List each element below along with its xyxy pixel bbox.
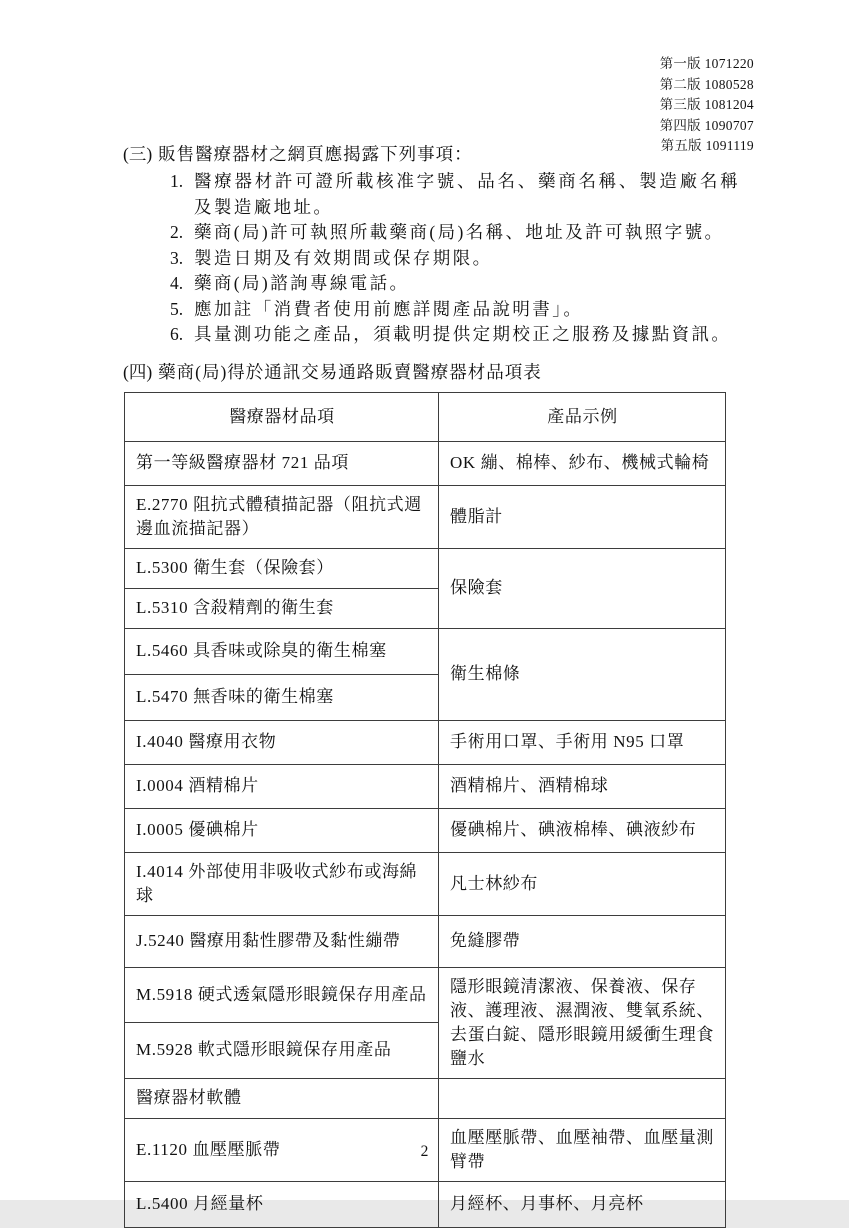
column-header-product-example: 產品示例: [439, 392, 726, 441]
version-line: 第四版 1090707: [659, 117, 754, 133]
device-item-cell: L.5310 含殺精劑的衛生套: [125, 588, 439, 628]
table-row: [125, 720, 726, 764]
product-example-cell: 血壓壓脈帶、血壓袖帶、血壓量測臂帶: [439, 1118, 726, 1181]
device-item-cell: M.5918 硬式透氣隱形眼鏡保存用產品: [125, 967, 439, 1023]
section3-title: 販售醫療器材之網頁應揭露下列事項：: [158, 144, 473, 164]
device-item-cell: L.5460 具香味或除臭的衛生棉塞: [125, 628, 439, 674]
product-example-cell: OK 繃、棉棒、紗布、機械式輪椅: [439, 441, 726, 485]
table-row: [125, 764, 726, 808]
device-item-cell: I.4040 醫療用衣物: [125, 720, 439, 764]
device-item-cell: I.4014 外部使用非吸收式紗布或海綿球: [125, 852, 439, 915]
section4-title: 藥商(局)得於通訊交易通路販賣醫療器材品項表: [158, 361, 542, 382]
device-item-cell: L.5470 無香味的衛生棉塞: [125, 674, 439, 720]
section3-heading: [123, 141, 741, 167]
device-item-cell: 醫療器材軟體: [125, 1078, 439, 1118]
product-example-cell: [439, 1078, 726, 1118]
device-item-cell: 第一等級醫療器材 721 品項: [125, 441, 439, 485]
product-example-cell: 優碘棉片、碘液棉棒、碘液紗布: [439, 808, 726, 852]
product-example-cell: 免縫膠帶: [439, 915, 726, 967]
device-item-cell: I.0005 優碘棉片: [125, 808, 439, 852]
column-header-device-item: 醫療器材品項: [125, 392, 439, 441]
device-item-cell: M.5928 軟式隱形眼鏡保存用產品: [125, 1023, 439, 1079]
device-items-table: [124, 392, 726, 1228]
product-example-cell: 凡士林紗布: [439, 852, 726, 915]
list-item-text: 藥商(局)許可執照所載藥商(局)名稱、地址及許可執照字號。: [194, 222, 725, 242]
list-item-number: 5.: [170, 298, 184, 319]
version-line: 第二版 1080528: [659, 76, 754, 92]
section4-heading: [123, 359, 741, 385]
list-item-number: 3.: [170, 247, 184, 268]
list-item-number: 1.: [170, 171, 184, 191]
version-line: 第一版 1071220: [659, 56, 754, 71]
section3-list: [170, 169, 740, 348]
version-line: 第三版 1081204: [659, 97, 754, 112]
page-number: 2: [420, 1143, 429, 1160]
list-item-number: 6.: [170, 324, 184, 344]
table-row: [125, 485, 726, 548]
product-example-cell: 體脂計: [439, 485, 726, 548]
table-row: [125, 1078, 726, 1118]
table-row: [125, 852, 726, 915]
list-item: [170, 169, 740, 220]
product-example-cell: 保險套: [439, 548, 726, 628]
table-row: [125, 548, 726, 588]
table-row: [125, 1181, 726, 1227]
product-example-cell: 隱形眼鏡清潔液、保養液、保存液、護理液、濕潤液、雙氧系統、去蛋白錠、隱形眼鏡用緩衝生理食鹽水: [439, 967, 726, 1078]
section3-marker: (三): [123, 144, 153, 164]
table-header-row: [125, 392, 726, 441]
device-item-cell: I.0004 酒精棉片: [125, 764, 439, 808]
product-example-cell: 酒精棉片、酒精棉球: [439, 764, 726, 808]
list-item-text: 應加註「消費者使用前應詳閱產品說明書」。: [194, 298, 584, 319]
table-row: [125, 628, 726, 674]
table-row: [125, 441, 726, 485]
product-example-cell: 手術用口罩、手術用 N95 口罩: [439, 720, 726, 764]
list-item-text: 具量測功能之產品，須載明提供定期校正之服務及據點資訊。: [194, 324, 732, 344]
device-item-cell: L.5400 月經量杯: [125, 1181, 439, 1227]
list-item-text: 醫療器材許可證所載核准字號、品名、藥商名稱、製造廠名稱及製造廠地址。: [194, 171, 740, 217]
device-item-cell: L.5300 衛生套（保險套）: [125, 548, 439, 588]
document-content: [123, 141, 741, 1228]
list-item-number: 2.: [170, 222, 184, 242]
list-item: [170, 271, 740, 297]
device-item-cell: E.1120 血壓壓脈帶: [125, 1118, 439, 1181]
product-example-cell: 月經杯、月事杯、月亮杯: [439, 1181, 726, 1227]
device-item-cell: J.5240 醫療用黏性膠帶及黏性繃帶: [125, 915, 439, 967]
list-item-text: 製造日期及有效期間或保存期限。: [194, 247, 493, 268]
list-item: [170, 297, 740, 323]
list-item: [170, 246, 740, 272]
list-item: [170, 220, 740, 246]
product-example-cell: 衛生棉條: [439, 628, 726, 720]
table-row: [125, 967, 726, 1023]
device-item-cell: E.2770 阻抗式體積描記器（阻抗式週邊血流描記器）: [125, 485, 439, 548]
list-item-number: 4.: [170, 273, 184, 293]
section4-marker: (四): [123, 361, 153, 382]
list-item-text: 藥商(局)諮詢專線電話。: [194, 273, 410, 293]
list-item: [170, 322, 740, 348]
table-row: [125, 915, 726, 967]
version-line: 第五版 1091119: [660, 138, 754, 153]
table-row: [125, 808, 726, 852]
